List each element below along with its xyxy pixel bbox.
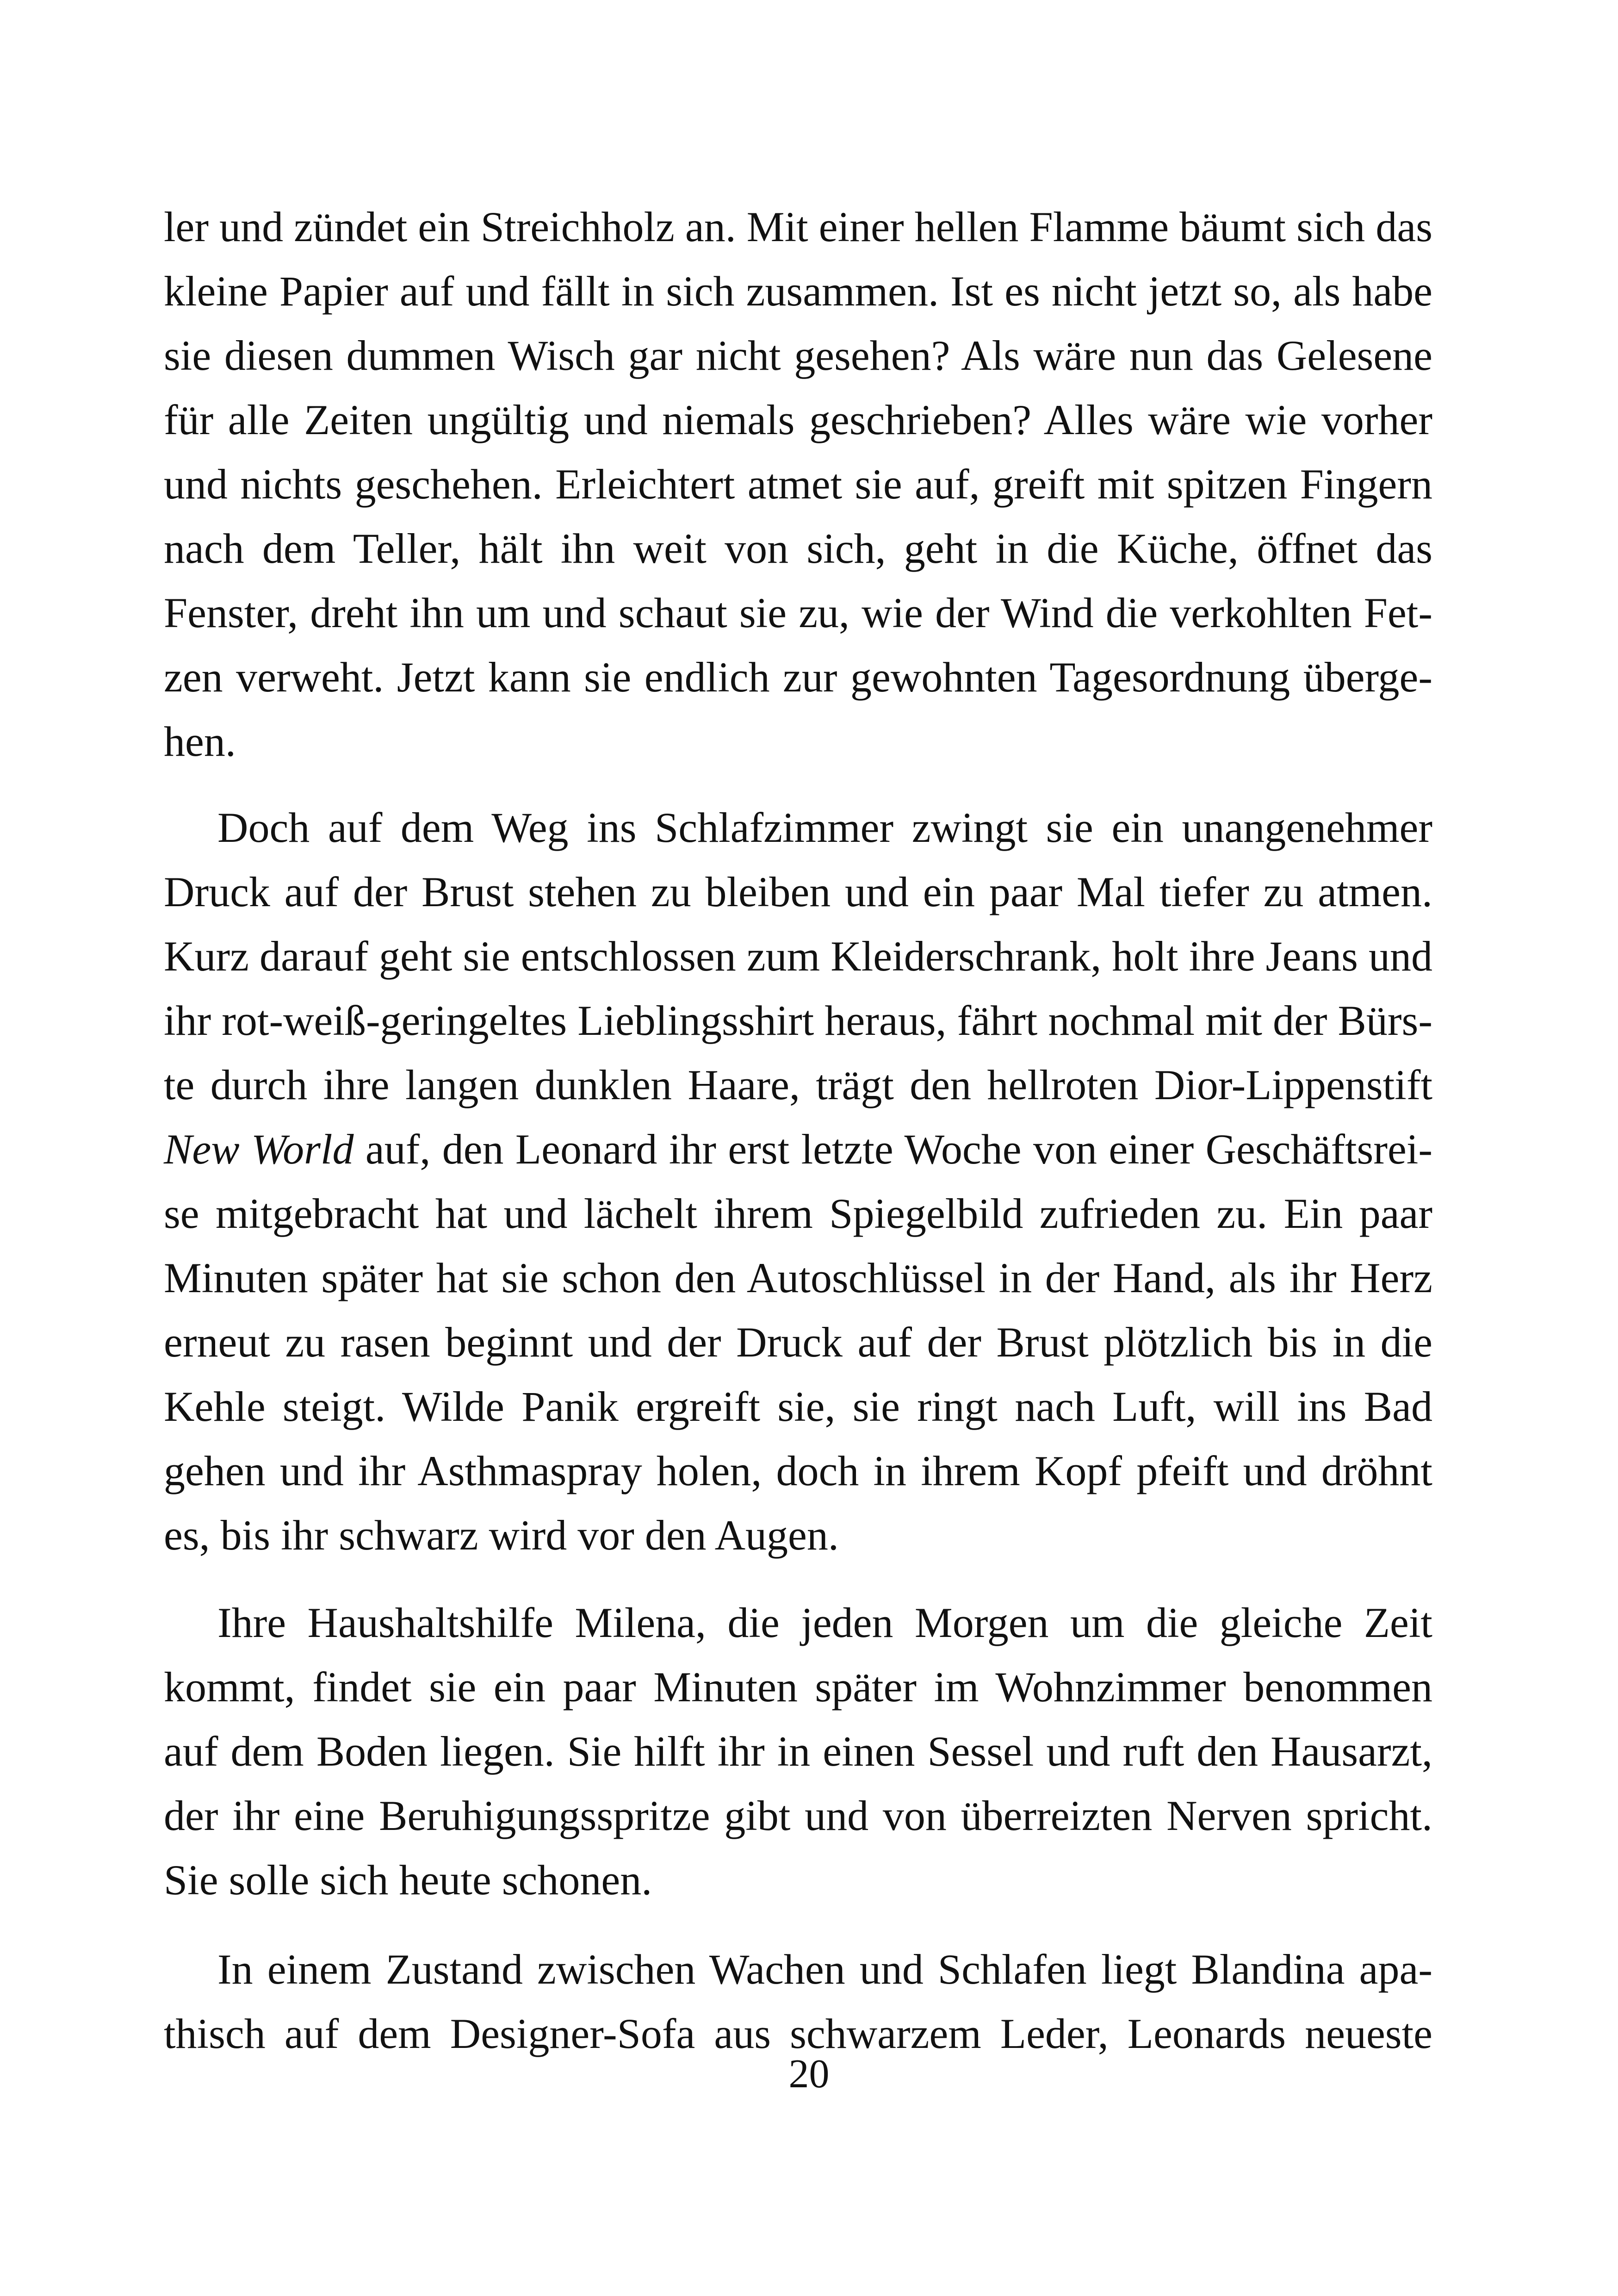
text-line: kleine Papier auf und fällt in sich zusammen. Ist es nicht jetzt so, als habe (164, 268, 1432, 315)
paragraph-1 (164, 195, 1432, 774)
text-line: Fenster, dreht ihn um und schaut sie zu, wie der Wind die verkohlten Fet- (164, 589, 1432, 636)
text-line: se mitgebracht hat und lächelt ihrem Spiegelbild zufrieden zu. Ein paar (164, 1190, 1432, 1237)
text-line-with-italic (164, 1117, 1432, 1182)
text-line: erneut zu rasen beginnt und der Druck auf der Brust plötzlich bis in die (164, 1319, 1432, 1366)
text-line: In einem Zustand zwischen Wachen und Schlafen liegt Blandina apa- (217, 1946, 1432, 1993)
text-line: Ihre Haushaltshilfe Milena, die jeden Morgen um die gleiche Zeit (217, 1599, 1432, 1646)
text-line: hen. (164, 718, 236, 765)
text-line: ler und zündet ein Streichholz an. Mit einer hellen Flamme bäumt sich das (164, 203, 1432, 250)
body-text (164, 195, 1432, 2066)
text-line: gehen und ihr Asthmaspray holen, doch in ihrem Kopf pfeift und dröhnt (164, 1447, 1432, 1494)
text-line: Sie solle sich heute schonen. (164, 1856, 652, 1904)
text-line: auf dem Boden liegen. Sie hilft ihr in einen Sessel und ruft den Hausarzt, (164, 1728, 1432, 1775)
text-line: nach dem Teller, hält ihn weit von sich, geht in die Küche, öffnet das (164, 525, 1432, 572)
italic-product-name: New World (164, 1126, 354, 1173)
text-line: Druck auf der Brust stehen zu bleiben und ein paar Mal tiefer zu atmen. (164, 868, 1432, 915)
paragraph-4 (164, 1937, 1432, 2066)
text-line: Minuten später hat sie schon den Autoschlüssel in der Hand, als ihr Herz (164, 1254, 1432, 1301)
text-line: sie diesen dummen Wisch gar nicht gesehen? Als wäre nun das Gelesene (164, 332, 1432, 379)
paragraph-2 (164, 796, 1432, 1568)
text-line: für alle Zeiten ungültig und niemals geschrieben? Alles wäre wie vorher (164, 396, 1432, 443)
text-line: ihr rot-weiß-geringeltes Lieblingsshirt heraus, fährt nochmal mit der Bürs- (164, 997, 1432, 1044)
text-line-rest: auf, den Leonard ihr erst letzte Woche von einer Geschäftsrei- (353, 1126, 1432, 1173)
text-line: es, bis ihr schwarz wird vor den Augen. (164, 1512, 839, 1559)
page-number: 20 (788, 2052, 830, 2097)
text-line: kommt, findet sie ein paar Minuten später im Wohnzimmer benommen (164, 1663, 1432, 1711)
text-line: te durch ihre langen dunklen Haare, trägt den hellroten Dior-Lippenstift (164, 1061, 1432, 1108)
text-line: zen verweht. Jetzt kann sie endlich zur gewohnten Tagesordnung überge- (164, 653, 1432, 701)
text-line: thisch auf dem Designer-Sofa aus schwarzem Leder, Leonards neueste (164, 2010, 1432, 2057)
text-line: und nichts geschehen. Erleichtert atmet sie auf, greift mit spitzen Fingern (164, 460, 1432, 508)
paragraph-3 (164, 1591, 1432, 1912)
text-line: Kurz darauf geht sie entschlossen zum Kleiderschrank, holt ihre Jeans und (164, 933, 1432, 980)
text-line: der ihr eine Beruhigungsspritze gibt und von überreizten Nerven spricht. (164, 1792, 1432, 1839)
text-line: Kehle steigt. Wilde Panik ergreift sie, sie ringt nach Luft, will ins Bad (164, 1383, 1432, 1430)
text-line: Doch auf dem Weg ins Schlafzimmer zwingt sie ein unangenehmer (217, 804, 1432, 851)
